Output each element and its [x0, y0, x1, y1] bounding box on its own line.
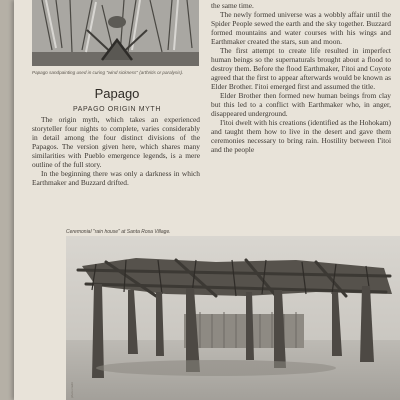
book-page — [14, 0, 400, 400]
right-paragraph: The first attempt to create life resulted in imperfect human beings so the supernaturals brought about a flood to destroy them. Before the flood Earthmaker, I'itoi and Coyote agreed that the first to appear afterwards would be known as Elder Brother. I'itoi emerged first and assumed the title. — [211, 46, 391, 91]
left-paragraph: In the beginning there was only a darkness in which Earthmaker and Buzzard drifted. — [32, 169, 200, 187]
sandpainting-image — [32, 0, 199, 66]
section-subtitle: PAPAGO ORIGIN MYTH — [73, 106, 161, 113]
right-paragraph: Elder Brother then formed new human beings from clay but this led to a conflict with Earthmaker who, in anger, disappeared underground. — [211, 91, 391, 118]
right-paragraph: I'itoi dwelt with his creations (identified as the Hohokam) and taught them how to live in the desert and gave them ceremonies necessary to bring rain. Hostility between I'itoi and the people — [211, 118, 391, 154]
right-column-text — [211, 1, 391, 154]
right-paragraph: The newly formed universe was a wobbly affair until the Spider People sewed the earth and the sky together. Buzzard formed mountains and water courses with his wings and Earthmaker created the stars, sun and moon. — [211, 10, 391, 46]
section-title: Papago — [94, 86, 140, 101]
rain-house-image — [66, 236, 400, 400]
rain-house-caption: Ceremonial "rain house" at Santa Rosa Village. — [66, 229, 171, 235]
photo-credit: photo credit — [70, 382, 74, 398]
sandpainting-caption: Papago sandpainting used in curing "wind sickness" (arthritis or paralysis). — [32, 70, 184, 75]
left-column-text — [32, 115, 200, 187]
rain-house-photo — [66, 236, 400, 400]
right-fragment: the same time. — [211, 1, 254, 10]
sandpainting-photo — [32, 0, 199, 66]
left-paragraph: The origin myth, which takes an experienced storyteller four nights to complete, varies considerably in detail among the four distinct divisions of the Papagos. The version given here, which shares many similarities with Pueblo emergence legends, is a mere outline of the full story. — [32, 115, 200, 169]
